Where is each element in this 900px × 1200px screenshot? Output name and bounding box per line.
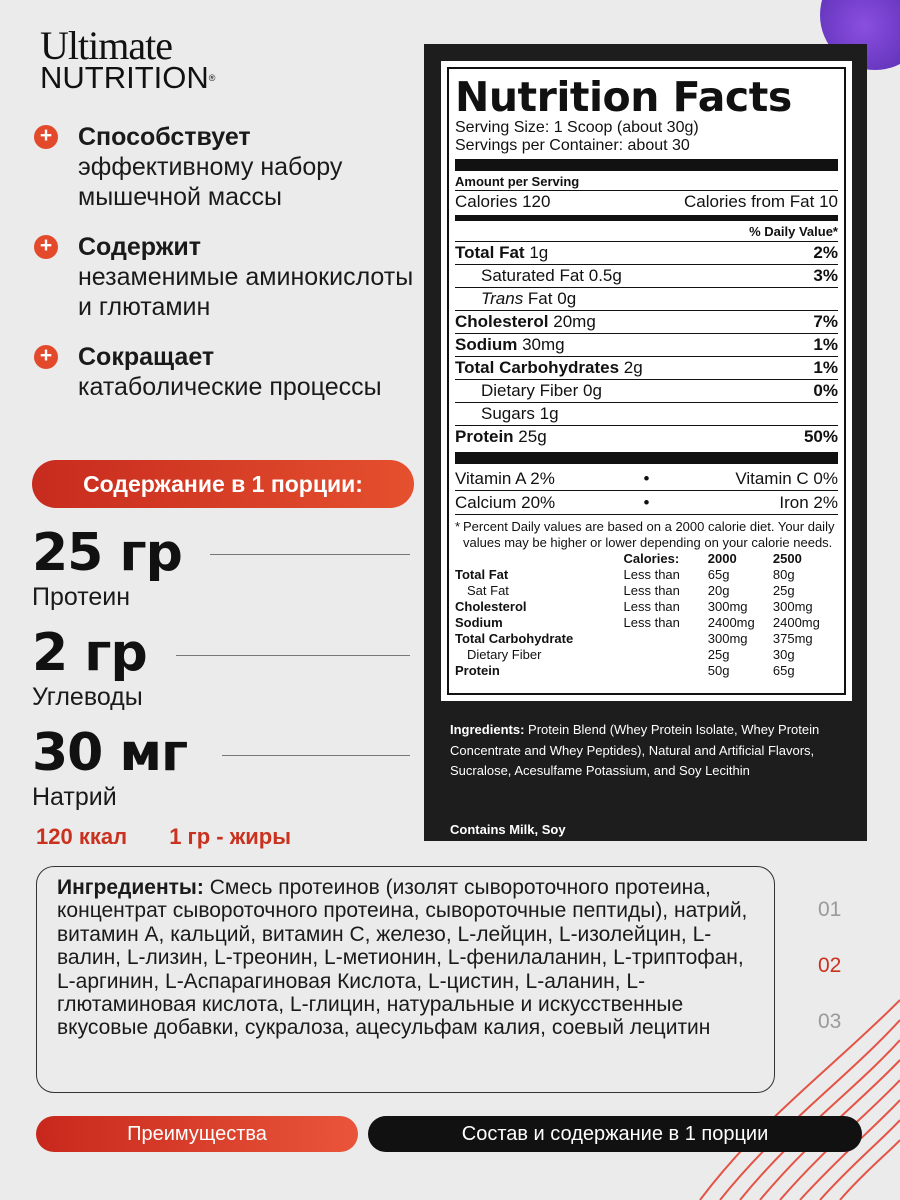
table-cell — [624, 663, 708, 679]
stat-value: 25 гр — [32, 523, 182, 583]
nutrient-row — [455, 311, 838, 333]
vitamin-left: Calcium 20% — [455, 493, 556, 512]
table-cell: 300mg — [772, 599, 813, 614]
nutrient-amount: 0g — [583, 381, 602, 400]
nutrient-name: Cholesterol — [455, 312, 549, 331]
logo-registered-mark: ® — [208, 73, 216, 83]
footnote-text: Percent Daily values are based on a 2000 calorie diet. Your daily values may be higher or lower depending on your calorie needs. — [463, 519, 835, 550]
table-cell: Protein — [455, 663, 500, 678]
table-cell: Less than — [623, 599, 680, 614]
page-indicator-02[interactable]: 02 — [818, 954, 842, 977]
table-cell: 20g — [707, 583, 730, 598]
vitamin-right: Iron 2% — [779, 493, 838, 512]
trans-italic: Trans — [481, 289, 524, 308]
calories-row — [455, 191, 838, 213]
fat-value: 1 гр - жиры — [169, 824, 292, 849]
table-row — [455, 599, 838, 615]
nutrient-dv: 50% — [803, 427, 838, 446]
nutrient-row — [455, 403, 838, 425]
table-row — [455, 567, 838, 583]
ingredients-ru-label: Ингредиенты: — [57, 876, 204, 899]
nutrient-name: Total Carbohydrates — [455, 358, 620, 377]
asterisk-icon: * — [455, 519, 461, 534]
calories-fat-label: Calories from Fat 10 — [684, 192, 838, 211]
table-cell: 375mg — [772, 631, 813, 646]
ingredients-text: Protein Blend (Whey Protein Isolate, Whey Protein Concentrate and Whey Peptides), Natural and Artificial Flavors, Sucralose, Acesulfame Potassium, and Soy Lecithin — [450, 722, 820, 778]
nutrient-dv: 7% — [813, 312, 838, 331]
table-header-row — [455, 551, 838, 567]
nutrient-name: Dietary Fiber — [481, 381, 579, 400]
stat-carbs — [32, 623, 147, 712]
table-cell: 65g — [772, 663, 795, 678]
page-indicator-01[interactable]: 01 — [818, 898, 842, 921]
nutrient-row-protein — [455, 426, 838, 448]
nutrient-name: Trans Fat — [481, 289, 553, 308]
ingredients-ru-text: Смесь протеинов (изолят сывороточного протеина, концентрат сывороточного протеина, сывороточные пептиды), натрий, витамин А, кальций, витамин С, железо, L-лейцин, L-изолейцин, L-валин, L-лизин, L-треонин, L-метионин, L-фенилаланин, L-триптофан, L-аргинин, L-Аспарагиновая Кислота, L-цистин, L-аланин, L-глютаминовая кислота, L-глицин, натуральные и искусственные вкусовые добавки, сукралоза, ацесульфам калия, соевый лецитин — [57, 876, 748, 1040]
table-cell: Sat Fat — [467, 583, 509, 598]
ingredients-box — [36, 866, 775, 1093]
brand-logo — [40, 23, 216, 95]
table-cell: 2400mg — [772, 615, 820, 630]
page-indicator-03[interactable]: 03 — [818, 1010, 842, 1033]
benefit-item — [34, 122, 414, 212]
nutrient-rows — [455, 242, 838, 426]
table-cell: 300mg — [707, 631, 748, 646]
logo-line-2-text: NUTRITION — [40, 60, 209, 95]
nutrient-amount: 1g — [539, 404, 559, 423]
vitamin-row — [455, 491, 838, 514]
nutrient-row — [455, 265, 838, 287]
table-header-cell: 2000 — [707, 551, 737, 566]
table-cell: 50g — [707, 663, 730, 678]
vitamin-row — [455, 467, 838, 490]
nutrient-amount: 30mg — [522, 335, 565, 354]
ingredients-english — [450, 720, 830, 782]
benefit-text: эффективному набору мышечной массы — [78, 153, 343, 211]
bullet-icon: • — [643, 493, 650, 512]
table-cell: 80g — [772, 567, 795, 582]
serving-size: Serving Size: 1 Scoop (about 30g) — [455, 119, 699, 136]
amount-per-serving: Amount per Serving — [455, 174, 580, 189]
plus-icon: + — [34, 125, 58, 149]
daily-values-table — [455, 551, 838, 679]
page-indicators — [818, 898, 841, 1066]
table-cell: Total Fat — [455, 567, 509, 582]
benefit-title: Содержит — [78, 233, 202, 261]
table-cell: Dietary Fiber — [467, 647, 542, 662]
serving-heading: Содержание в 1 порции: — [32, 460, 414, 508]
benefit-text: катаболические процессы — [78, 373, 382, 401]
plus-icon: + — [34, 235, 58, 259]
plus-icon: + — [34, 345, 58, 369]
logo-line-2 — [40, 60, 216, 95]
table-cell: 25g — [772, 583, 795, 598]
table-cell: 25g — [707, 647, 730, 662]
divider-bar — [455, 452, 838, 464]
nutrient-row — [455, 288, 838, 310]
table-cell: 300mg — [707, 599, 748, 614]
nutrient-dv: 2% — [813, 243, 838, 262]
calories-value: 120 ккал — [36, 824, 128, 849]
servings-per-container: Servings per Container: about 30 — [455, 137, 690, 154]
daily-value-header: % Daily Value* — [749, 224, 838, 239]
nutrient-amount: 20mg — [553, 312, 596, 331]
table-cell: Cholesterol — [455, 599, 527, 614]
table-row — [455, 663, 838, 679]
stat-sodium — [32, 723, 188, 812]
logo-line-1: Ultimate — [40, 23, 172, 68]
nutrient-row — [455, 334, 838, 356]
benefit-item — [34, 342, 414, 402]
table-cell: 2400mg — [707, 615, 755, 630]
extra-values — [36, 824, 327, 850]
table-cell — [624, 647, 708, 663]
vitamin-left: Vitamin A 2% — [455, 469, 555, 488]
vitamin-right: Vitamin C 0% — [735, 469, 838, 488]
nutrient-row — [455, 357, 838, 379]
nutrient-name: Sodium — [455, 335, 518, 354]
nutrient-amount: 0.5g — [588, 266, 622, 285]
table-cell: Less than — [623, 615, 680, 630]
tab-benefits[interactable]: Преимущества — [36, 1116, 358, 1152]
nutrient-amount: 25g — [518, 427, 547, 446]
stat-value: 2 гр — [32, 623, 147, 683]
stat-label: Протеин — [32, 583, 131, 611]
stat-label: Натрий — [32, 783, 117, 811]
table-cell: Sodium — [455, 615, 503, 630]
divider-line — [455, 514, 838, 515]
table-cell: Less than — [623, 567, 680, 582]
stat-protein — [32, 523, 182, 612]
divider-line — [176, 655, 410, 656]
calories-label: Calories 120 — [455, 192, 551, 211]
nutrient-name: Total Fat — [455, 243, 525, 262]
table-row — [455, 583, 838, 599]
benefit-title: Сокращает — [78, 343, 215, 371]
nutrient-dv: 1% — [813, 335, 838, 354]
benefit-item — [34, 232, 414, 322]
table-cell: Total Carbohydrate — [455, 631, 574, 646]
nutrient-row — [455, 380, 838, 402]
nutrient-name: Saturated Fat — [481, 266, 585, 285]
nutrient-dv: 1% — [813, 358, 838, 377]
nutrient-name: Protein — [455, 427, 514, 446]
nutrient-amount: 2g — [623, 358, 643, 377]
table-cell — [624, 631, 708, 647]
divider-line — [210, 554, 410, 555]
table-header-cell — [455, 551, 624, 567]
benefit-text: незаменимые аминокислоты и глютамин — [78, 263, 414, 321]
table-cell: 30g — [772, 647, 795, 662]
table-row — [455, 647, 838, 663]
table-row — [455, 615, 838, 631]
allergen-contains: Contains Milk, Soy — [450, 822, 566, 837]
benefits-list — [34, 122, 414, 422]
stat-value: 30 мг — [32, 723, 188, 783]
table-header-cell: 2500 — [772, 551, 802, 566]
table-cell: 65g — [707, 567, 730, 582]
table-row — [455, 631, 838, 647]
nutrient-row — [455, 242, 838, 264]
divider-line — [222, 755, 410, 756]
nutrition-facts-label — [447, 67, 846, 695]
footnote — [455, 519, 838, 551]
divider-bar — [455, 159, 838, 171]
nutrition-title: Nutrition Facts — [455, 73, 792, 121]
stat-label: Углеводы — [32, 683, 143, 711]
table-cell: Less than — [623, 583, 680, 598]
table-header-cell: Calories: — [623, 551, 680, 566]
divider-bar — [455, 215, 838, 221]
nutrient-name: Sugars — [481, 404, 535, 423]
ingredients-label: Ingredients: — [450, 722, 525, 737]
nutrient-amount: 1g — [529, 243, 549, 262]
benefit-title: Способствует — [78, 123, 251, 151]
nutrient-dv: 0% — [813, 381, 838, 400]
nutrient-amount: 0g — [557, 289, 577, 308]
tab-composition[interactable]: Состав и содержание в 1 порции — [368, 1116, 862, 1152]
bullet-icon: • — [643, 469, 650, 488]
nutrient-dv: 3% — [813, 266, 838, 285]
